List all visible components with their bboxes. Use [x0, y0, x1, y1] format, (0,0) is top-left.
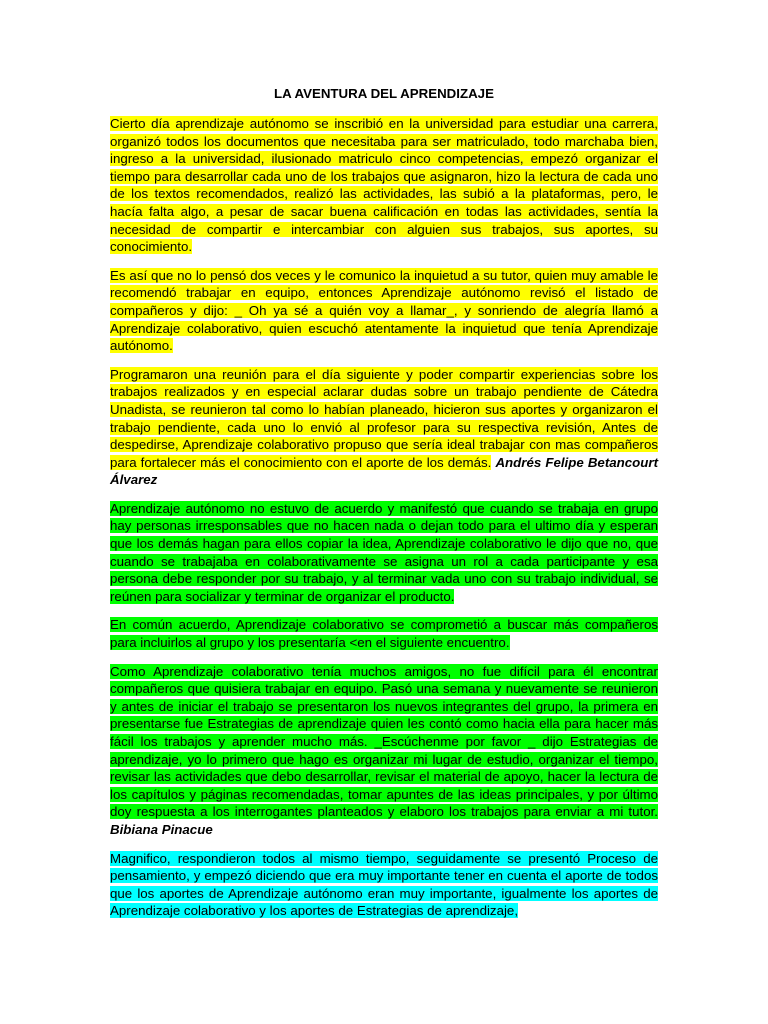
paragraph-text: Es así que no lo pensó dos veces y le comunico la inquietud a su tutor, quien muy amable le recomendó trabajar en equipo, entonces Aprendizaje autónomo revisó el listado de compañeros y dijo: _ Oh ya sé a quién voy a llamar_, y sonriendo de alegría llamó a Aprendizaje colaborativo, quien escuchó atentamente la inquietud que tenía Aprendizaje autónomo. [110, 267, 658, 354]
paragraph-7 [110, 850, 658, 920]
author-signature: Bibiana Pinacue [110, 821, 213, 837]
paragraph-1 [110, 115, 658, 256]
paragraph-text: Cierto día aprendizaje autónomo se inscribió en la universidad para estudiar una carrera, organizó todos los documentos que necesitaba para ser matriculado, todo marchaba bien, ingreso a la universidad, ilusionado matriculo cinco competencias, empezó organizar el tiempo para desarrollar cada uno de los trabajos que asignaron, hizo la lectura de cada uno de los textos recomendados, realizó las actividades, las subió a la plataformas, pero, le hacía falta algo, a pesar de sacar buena calificación en todas las actividades, sentía la necesidad de compartir e intercambiar con alguien sus trabajos, sus aportes, su conocimiento. [110, 116, 658, 255]
paragraph-4 [110, 500, 658, 606]
paragraph-text: Magnifico, respondieron todos al mismo tiempo, seguidamente se presentó Proceso de pensamiento, y empezó diciendo que era muy importante tener en cuenta el aporte de todos que los aportes de Aprendizaje autónomo eran muy importante, igualmente los aportes de Aprendizaje colaborativo y los aportes de Estrategias de aprendizaje, [110, 850, 658, 919]
paragraph-2 [110, 267, 658, 355]
paragraph-6 [110, 663, 658, 839]
paragraph-text: Aprendizaje autónomo no estuvo de acuerdo y manifestó que cuando se trabaja en grupo hay personas irresponsables que no hacen nada o dejan todo para el ultimo día y esperan que los demás hagan para ellos copiar la idea, Aprendizaje colaborativo le dijo que no, que cuando se trabajaba en colaborativamente se asigna un rol a cada participante y esa persona debe responder por su trabajo, y al terminar vada uno con su trabajo individual, se reúnen para socializar y terminar de organizar el producto. [110, 500, 658, 604]
paragraph-5 [110, 616, 658, 651]
paragraph-text: Como Aprendizaje colaborativo tenía muchos amigos, no fue difícil para él encontrar compañeros que quisiera trabajar en equipo. Pasó una semana y nuevamente se reunieron y antes de iniciar el trabajo se presentaron los nuevos integrantes del grupo, la primera en presentarse fue Estrategias de aprendizaje quien les contó como hacia ella para hacer más fácil los trabajos y aprender mucho más. _Escúchenme por favor _ dijo Estrategias de aprendizaje, yo lo primero que hago es organizar mi lugar de estudio, organizar el tiempo, revisar las actividades que debo desarrollar, revisar el material de apoyo, hacer la lectura de los capítulos y páginas recomendadas, tomar apuntes de las ideas principales, y por último doy respuesta a los interrogantes planteados y elaboro los trabajos para enviar a mi tutor. [110, 663, 658, 820]
document-title: LA AVENTURA DEL APRENDIZAJE [274, 86, 494, 101]
document-page [110, 86, 658, 931]
paragraph-text: Programaron una reunión para el día siguiente y poder compartir experiencias sobre los trabajos realizados y en especial aclarar dudas sobre un trabajo pendiente de Cátedra Unadista, se reunieron tal como lo habían planeado, hicieron sus aportes y organizaron el trabajo pendiente, cada uno lo envió al profesor para su respectiva revisión, Antes de despedirse, Aprendizaje colaborativo propuso que sería ideal trabajar con mas compañeros para fortalecer más el conocimiento con el aporte de los demás. [110, 366, 658, 470]
author-signature: Andrés Felipe Betancourt Álvarez [110, 454, 659, 488]
paragraph-text: En común acuerdo, Aprendizaje colaborativo se comprometió a buscar más compañeros para incluirlos al grupo y los presentaría <en el siguiente encuentro. [110, 617, 658, 651]
paragraph-3 [110, 366, 658, 489]
